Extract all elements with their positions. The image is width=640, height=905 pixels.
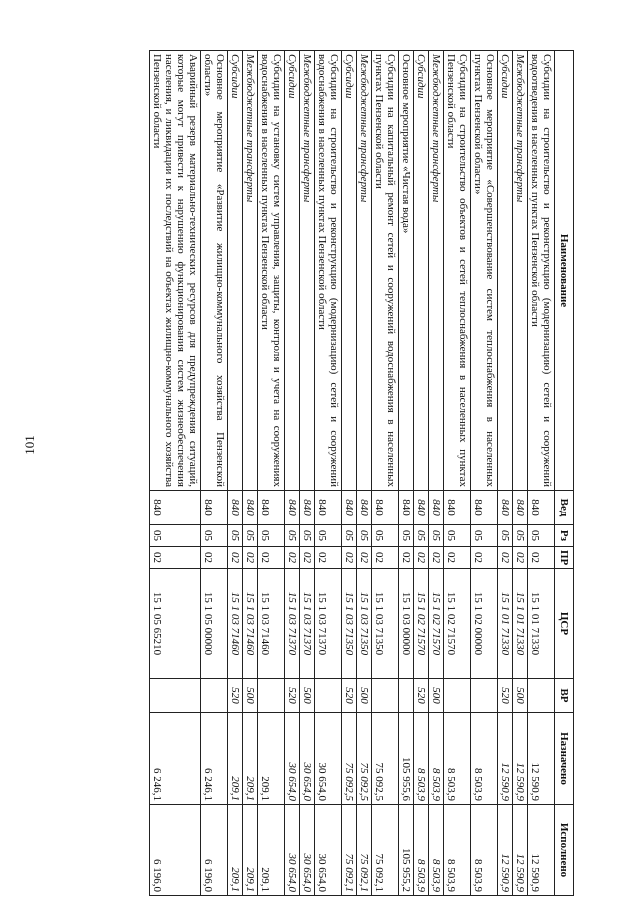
cell-csr: 15 1 03 71350 xyxy=(357,569,372,679)
cell-vr xyxy=(528,679,555,713)
cell-name: Основное мероприятие «Чистая вода» xyxy=(399,51,414,491)
cell-assigned: 8 503,9 xyxy=(444,713,471,805)
cell-ved: 840 xyxy=(228,491,243,525)
cell-executed: 12 590,9 xyxy=(528,805,555,896)
cell-name: Субсидии xyxy=(414,51,429,491)
cell-pr: 02 xyxy=(357,547,372,569)
cell-pr: 02 xyxy=(228,547,243,569)
cell-executed: 105 955,2 xyxy=(399,805,414,896)
header-pr: ПР xyxy=(555,547,574,569)
cell-csr: 15 1 02 71570 xyxy=(444,569,471,679)
cell-ved: 840 xyxy=(285,491,300,525)
cell-vr xyxy=(372,679,399,713)
cell-pr: 02 xyxy=(399,547,414,569)
cell-pr: 02 xyxy=(513,547,528,569)
cell-csr: 15 1 02 00000 xyxy=(471,569,498,679)
cell-pr: 02 xyxy=(528,547,555,569)
cell-pr: 02 xyxy=(471,547,498,569)
cell-rz: 05 xyxy=(399,525,414,547)
cell-assigned: 75 092,5 xyxy=(357,713,372,805)
cell-assigned: 12 590,9 xyxy=(513,713,528,805)
cell-executed: 8 503,9 xyxy=(471,805,498,896)
cell-pr: 02 xyxy=(285,547,300,569)
cell-executed: 8 503,9 xyxy=(429,805,444,896)
cell-ved: 840 xyxy=(471,491,498,525)
table-row xyxy=(429,51,444,896)
cell-assigned: 75 092,5 xyxy=(342,713,357,805)
table-row xyxy=(528,51,555,896)
cell-executed: 8 503,9 xyxy=(414,805,429,896)
cell-vr xyxy=(150,679,201,713)
table-row xyxy=(243,51,258,896)
table-row xyxy=(498,51,513,896)
cell-name: Субсидии xyxy=(285,51,300,491)
header-executed: Исполнено xyxy=(555,805,574,896)
cell-pr: 02 xyxy=(258,547,285,569)
cell-csr: 15 1 02 71570 xyxy=(429,569,444,679)
cell-pr: 02 xyxy=(444,547,471,569)
cell-name: Межбюджетные трансферты xyxy=(357,51,372,491)
table-row xyxy=(150,51,201,896)
cell-name: Субсидии на строительство и реконструкцию (модернизацию) сетей и сооружений водоснабжения в населенных пунктах Пензенской области xyxy=(315,51,342,491)
cell-pr: 02 xyxy=(414,547,429,569)
cell-assigned: 6 246,1 xyxy=(150,713,201,805)
cell-rz: 05 xyxy=(285,525,300,547)
cell-executed: 30 654,0 xyxy=(315,805,342,896)
cell-assigned: 6 246,1 xyxy=(201,713,228,805)
cell-rz: 05 xyxy=(228,525,243,547)
table-header-row xyxy=(555,51,574,896)
table-row xyxy=(300,51,315,896)
table-row xyxy=(471,51,498,896)
cell-rz: 05 xyxy=(429,525,444,547)
table-row xyxy=(444,51,471,896)
cell-ved: 840 xyxy=(342,491,357,525)
table-row xyxy=(414,51,429,896)
table-row xyxy=(285,51,300,896)
cell-rz: 05 xyxy=(471,525,498,547)
cell-executed: 75 092,1 xyxy=(357,805,372,896)
cell-executed: 209,1 xyxy=(258,805,285,896)
cell-rz: 05 xyxy=(528,525,555,547)
cell-name: Субсидии на строительство объектов и сетей теплоснабжения в населенных пунктах Пензенской области xyxy=(444,51,471,491)
cell-rz: 05 xyxy=(300,525,315,547)
cell-assigned: 209,1 xyxy=(243,713,258,805)
cell-assigned: 30 654,0 xyxy=(300,713,315,805)
cell-assigned: 209,1 xyxy=(228,713,243,805)
cell-assigned: 12 590,9 xyxy=(498,713,513,805)
cell-csr: 15 1 03 00000 xyxy=(399,569,414,679)
cell-vr: 520 xyxy=(228,679,243,713)
cell-ved: 840 xyxy=(429,491,444,525)
cell-pr: 02 xyxy=(498,547,513,569)
cell-name: Субсидии на капитальный ремонт сетей и сооружений водоснабжения в населенных пунктах Пензенской области xyxy=(372,51,399,491)
header-assigned: Назначено xyxy=(555,713,574,805)
cell-ved: 840 xyxy=(399,491,414,525)
cell-csr: 15 1 01 71330 xyxy=(498,569,513,679)
cell-vr: 500 xyxy=(513,679,528,713)
cell-assigned: 209,1 xyxy=(258,713,285,805)
cell-vr: 500 xyxy=(243,679,258,713)
cell-rz: 05 xyxy=(150,525,201,547)
cell-executed: 12 590,9 xyxy=(498,805,513,896)
cell-pr: 02 xyxy=(150,547,201,569)
cell-rz: 05 xyxy=(414,525,429,547)
cell-executed: 6 196,0 xyxy=(201,805,228,896)
cell-executed: 75 092,1 xyxy=(372,805,399,896)
table-row xyxy=(399,51,414,896)
cell-rz: 05 xyxy=(357,525,372,547)
cell-assigned: 75 092,5 xyxy=(372,713,399,805)
cell-ved: 840 xyxy=(315,491,342,525)
cell-rz: 05 xyxy=(372,525,399,547)
table-row xyxy=(357,51,372,896)
cell-csr: 15 1 01 71330 xyxy=(528,569,555,679)
cell-ved: 840 xyxy=(357,491,372,525)
cell-csr: 15 1 05 00000 xyxy=(201,569,228,679)
cell-csr: 15 1 01 71330 xyxy=(513,569,528,679)
cell-rz: 05 xyxy=(258,525,285,547)
cell-name: Субсидии на установку систем управления, защиты, контроля и учета на сооружениях водоснабжения в населенных пунктах Пензенской области xyxy=(258,51,285,491)
cell-executed: 12 590,9 xyxy=(513,805,528,896)
budget-table xyxy=(149,50,574,896)
cell-vr xyxy=(201,679,228,713)
cell-vr: 500 xyxy=(357,679,372,713)
cell-vr xyxy=(399,679,414,713)
cell-csr: 15 1 02 71570 xyxy=(414,569,429,679)
cell-executed: 209,1 xyxy=(243,805,258,896)
cell-ved: 840 xyxy=(513,491,528,525)
cell-name: Субсидии xyxy=(342,51,357,491)
cell-assigned: 30 654,0 xyxy=(315,713,342,805)
cell-csr: 15 1 03 71460 xyxy=(243,569,258,679)
cell-vr: 500 xyxy=(429,679,444,713)
cell-executed: 30 654,0 xyxy=(300,805,315,896)
cell-vr xyxy=(444,679,471,713)
header-csr: ЦСР xyxy=(555,569,574,679)
table-row xyxy=(372,51,399,896)
cell-pr: 02 xyxy=(243,547,258,569)
cell-csr: 15 1 03 71350 xyxy=(372,569,399,679)
cell-vr xyxy=(471,679,498,713)
cell-rz: 05 xyxy=(342,525,357,547)
cell-ved: 840 xyxy=(243,491,258,525)
header-ved: Вед xyxy=(555,491,574,525)
table-row xyxy=(315,51,342,896)
cell-rz: 05 xyxy=(243,525,258,547)
cell-ved: 840 xyxy=(372,491,399,525)
cell-name: Межбюджетные трансферты xyxy=(429,51,444,491)
cell-assigned: 8 503,9 xyxy=(429,713,444,805)
cell-assigned: 12 590,9 xyxy=(528,713,555,805)
page-number: 101 xyxy=(22,435,37,455)
cell-name: Аварийный резерв материально-технических ресурсов для предупреждения ситуаций, которые могут привести к нарушению функционирования систем жизнеобеспечения населения, и ликвидации их последствий на объектах жилищно-коммунального хозяйства Пензенской области xyxy=(150,51,201,491)
cell-ved: 840 xyxy=(444,491,471,525)
cell-ved: 840 xyxy=(528,491,555,525)
cell-ved: 840 xyxy=(201,491,228,525)
cell-executed: 75 092,1 xyxy=(342,805,357,896)
cell-csr: 15 1 03 71370 xyxy=(285,569,300,679)
header-vr: ВР xyxy=(555,679,574,713)
cell-name: Межбюджетные трансферты xyxy=(243,51,258,491)
cell-vr: 520 xyxy=(285,679,300,713)
header-name: Наименование xyxy=(555,51,574,491)
cell-pr: 02 xyxy=(300,547,315,569)
cell-executed: 30 654,0 xyxy=(285,805,300,896)
cell-pr: 02 xyxy=(429,547,444,569)
cell-pr: 02 xyxy=(342,547,357,569)
cell-ved: 840 xyxy=(258,491,285,525)
header-rz: Рз xyxy=(555,525,574,547)
cell-csr: 15 1 03 71370 xyxy=(300,569,315,679)
cell-name: Субсидии xyxy=(498,51,513,491)
table-row xyxy=(258,51,285,896)
cell-executed: 8 503,9 xyxy=(444,805,471,896)
cell-rz: 05 xyxy=(444,525,471,547)
cell-csr: 15 1 03 71350 xyxy=(342,569,357,679)
table-row xyxy=(513,51,528,896)
cell-vr: 520 xyxy=(342,679,357,713)
cell-executed: 209,1 xyxy=(228,805,243,896)
cell-assigned: 30 654,0 xyxy=(285,713,300,805)
cell-name: Основное мероприятие «Совершенствование систем теплоснабжения в населенных пунктах Пензенской области» xyxy=(471,51,498,491)
table-row xyxy=(342,51,357,896)
cell-ved: 840 xyxy=(150,491,201,525)
cell-vr: 520 xyxy=(498,679,513,713)
cell-vr: 520 xyxy=(414,679,429,713)
cell-ved: 840 xyxy=(414,491,429,525)
cell-csr: 15 1 05 65210 xyxy=(150,569,201,679)
cell-ved: 840 xyxy=(498,491,513,525)
cell-pr: 02 xyxy=(315,547,342,569)
cell-rz: 05 xyxy=(498,525,513,547)
cell-assigned: 8 503,9 xyxy=(414,713,429,805)
cell-name: Основное мероприятие «Развитие жилищно-коммунального хозяйства Пензенской области» xyxy=(201,51,228,491)
cell-name: Субсидии на строительство и реконструкцию (модернизацию) сетей и сооружений водоотведения в населенных пунктах Пензенской области xyxy=(528,51,555,491)
cell-executed: 6 196,0 xyxy=(150,805,201,896)
cell-name: Межбюджетные трансферты xyxy=(300,51,315,491)
cell-assigned: 105 955,6 xyxy=(399,713,414,805)
cell-ved: 840 xyxy=(300,491,315,525)
cell-assigned: 8 503,9 xyxy=(471,713,498,805)
cell-rz: 05 xyxy=(201,525,228,547)
cell-vr xyxy=(315,679,342,713)
cell-name: Субсидии xyxy=(228,51,243,491)
cell-vr xyxy=(258,679,285,713)
budget-table-rotated xyxy=(78,50,574,895)
cell-pr: 02 xyxy=(372,547,399,569)
cell-pr: 02 xyxy=(201,547,228,569)
cell-csr: 15 1 03 71370 xyxy=(315,569,342,679)
table-row xyxy=(228,51,243,896)
cell-vr: 500 xyxy=(300,679,315,713)
cell-rz: 05 xyxy=(513,525,528,547)
table-row xyxy=(201,51,228,896)
cell-rz: 05 xyxy=(315,525,342,547)
cell-name: Межбюджетные трансферты xyxy=(513,51,528,491)
table-body xyxy=(150,51,555,896)
cell-csr: 15 1 03 71460 xyxy=(228,569,243,679)
cell-csr: 15 1 03 71460 xyxy=(258,569,285,679)
